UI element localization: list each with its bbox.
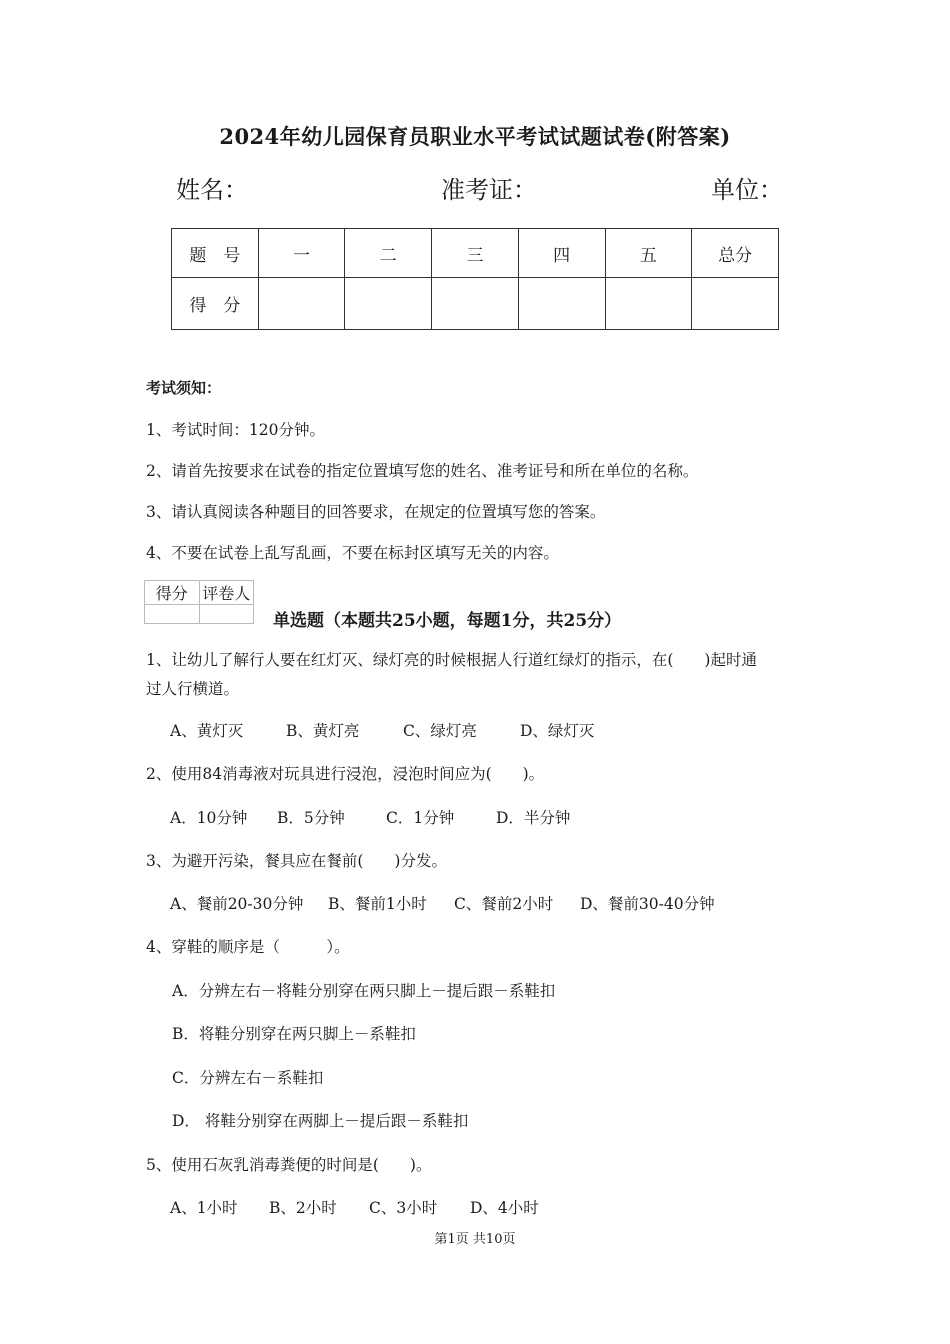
page-title: 2024年幼儿园保育员职业水平考试试题试卷(附答案) bbox=[219, 124, 731, 149]
name-label: 姓名： bbox=[176, 176, 248, 204]
grader-table-header-row bbox=[145, 581, 254, 605]
grader-score-cell bbox=[145, 605, 200, 624]
score-table-score-row bbox=[172, 278, 779, 330]
question-option: B．将鞋分别穿在两只脚上－系鞋扣 bbox=[172, 1025, 416, 1043]
score-table-header-cell: 总分 bbox=[692, 229, 779, 278]
score-cell bbox=[345, 278, 432, 330]
score-table bbox=[171, 228, 779, 330]
question-option: A、黄灯灭 bbox=[170, 722, 244, 740]
score-cell bbox=[258, 278, 345, 330]
score-table-row-label: 得 分 bbox=[172, 278, 259, 330]
question-option: C．分辨左右－系鞋扣 bbox=[172, 1069, 324, 1087]
score-table-header-cell: 二 bbox=[345, 229, 432, 278]
question-option: A．分辨左右－将鞋分别穿在两只脚上－提后跟－系鞋扣 bbox=[172, 982, 556, 1000]
question-option: A、1小时 bbox=[170, 1199, 238, 1217]
question-option: C、3小时 bbox=[369, 1199, 438, 1217]
question-option: D、餐前30-40分钟 bbox=[580, 895, 715, 913]
score-cell bbox=[518, 278, 605, 330]
grader-score-label: 得分 bbox=[145, 581, 200, 605]
question-option: D、4小时 bbox=[470, 1199, 539, 1217]
question-text: 过人行横道。 bbox=[146, 680, 240, 698]
exam-id-label: 准考证： bbox=[441, 176, 537, 204]
question-option: A、餐前20-30分钟 bbox=[170, 895, 304, 913]
question-option: C．1分钟 bbox=[386, 809, 455, 827]
notice-item: 2、请首先按要求在试卷的指定位置填写您的姓名、准考证号和所在单位的名称。 bbox=[146, 462, 699, 480]
question-text: 4、穿鞋的顺序是（ ）。 bbox=[146, 938, 350, 956]
score-cell bbox=[605, 278, 692, 330]
question-option: B．5分钟 bbox=[277, 809, 345, 827]
question-option: D、绿灯灭 bbox=[520, 722, 595, 740]
score-table-header-cell: 题 号 bbox=[172, 229, 259, 278]
question-text: 3、为避开污染，餐具应在餐前( )分发。 bbox=[146, 852, 447, 870]
question-text: 1、让幼儿了解行人要在红灯灭、绿灯亮的时候根据人行道红绿灯的指示，在( )起时通 bbox=[146, 651, 757, 669]
section-title: 单选题（本题共25小题，每题1分，共25分） bbox=[273, 611, 622, 631]
question-option: B、2小时 bbox=[269, 1199, 337, 1217]
question-option: A．10分钟 bbox=[170, 809, 248, 827]
question-option: D．半分钟 bbox=[496, 809, 571, 827]
grader-name-label: 评卷人 bbox=[199, 581, 254, 605]
score-cell bbox=[432, 278, 519, 330]
score-table-header-cell: 三 bbox=[432, 229, 519, 278]
question-option: D． 将鞋分别穿在两脚上－提后跟－系鞋扣 bbox=[172, 1112, 469, 1130]
question-option: B、餐前1小时 bbox=[328, 895, 427, 913]
question-option: C、餐前2小时 bbox=[454, 895, 554, 913]
score-table-header-row bbox=[172, 229, 779, 278]
grader-name-cell bbox=[199, 605, 254, 624]
score-table-header-cell: 四 bbox=[518, 229, 605, 278]
score-table-header-cell: 五 bbox=[605, 229, 692, 278]
score-cell bbox=[692, 278, 779, 330]
question-text: 2、使用84消毒液对玩具进行浸泡，浸泡时间应为( )。 bbox=[146, 765, 545, 783]
notice-heading: 考试须知： bbox=[146, 379, 222, 397]
grader-table-empty-row bbox=[145, 605, 254, 624]
question-option: B、黄灯亮 bbox=[286, 722, 360, 740]
notice-item: 3、请认真阅读各种题目的回答要求，在规定的位置填写您的答案。 bbox=[146, 503, 606, 521]
score-table-header-cell: 一 bbox=[258, 229, 345, 278]
grader-table bbox=[144, 580, 254, 624]
notice-item: 1、考试时间：120分钟。 bbox=[146, 421, 325, 439]
unit-label: 单位： bbox=[711, 176, 783, 204]
page-footer: 第1页 共10页 bbox=[434, 1232, 516, 1247]
notice-item: 4、不要在试卷上乱写乱画，不要在标封区填写无关的内容。 bbox=[146, 544, 559, 562]
question-option: C、绿灯亮 bbox=[403, 722, 477, 740]
question-text: 5、使用石灰乳消毒粪便的时间是( )。 bbox=[146, 1156, 432, 1174]
